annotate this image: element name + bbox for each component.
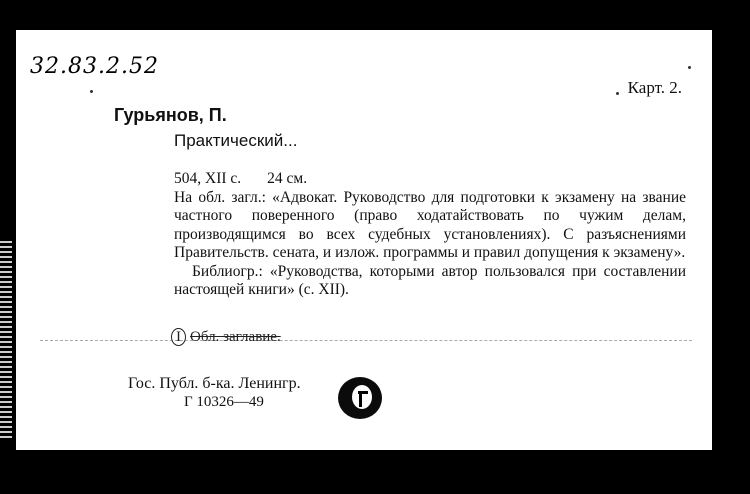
speck bbox=[616, 92, 619, 95]
library-name: Гос. Публ. б-ка. Ленингр. bbox=[128, 375, 301, 392]
bibliography-note: Библиогр.: «Руководства, которыми автор пользовался при составлении настоящей книги» (с. XII). bbox=[174, 262, 686, 298]
scan-edge-marks bbox=[0, 238, 12, 438]
tracing bbox=[171, 328, 281, 346]
library-stamp bbox=[338, 377, 382, 419]
size: 24 см. bbox=[267, 170, 308, 187]
tracing-text: Обл. заглавие. bbox=[190, 329, 281, 345]
divider-line bbox=[40, 340, 692, 341]
physical-description bbox=[174, 170, 686, 189]
author-heading: Гурьянов, П. bbox=[114, 105, 227, 125]
handwritten-call-number: 32.83.2.52 bbox=[30, 54, 159, 79]
tracing-number: I bbox=[171, 328, 186, 346]
library-number: Г 10326—49 bbox=[184, 394, 264, 410]
description-block bbox=[174, 170, 686, 300]
cover-title-note: На обл. загл.: «Адвокат. Руководство для подготовки к экзамену на звание частного поверенного (право ходатайствовать по чужим делам, производящимся во всех судебных установлениях). С разъяснениями Правительств. сената, и излож. программы и правил допущения к экзамену». bbox=[174, 188, 686, 261]
book-title: Практический... bbox=[174, 131, 298, 150]
card-number: Карт. 2. bbox=[627, 78, 682, 97]
pages: 504, XII с. bbox=[174, 170, 242, 187]
speck bbox=[90, 90, 93, 93]
speck bbox=[688, 66, 691, 69]
catalog-card bbox=[16, 30, 712, 450]
